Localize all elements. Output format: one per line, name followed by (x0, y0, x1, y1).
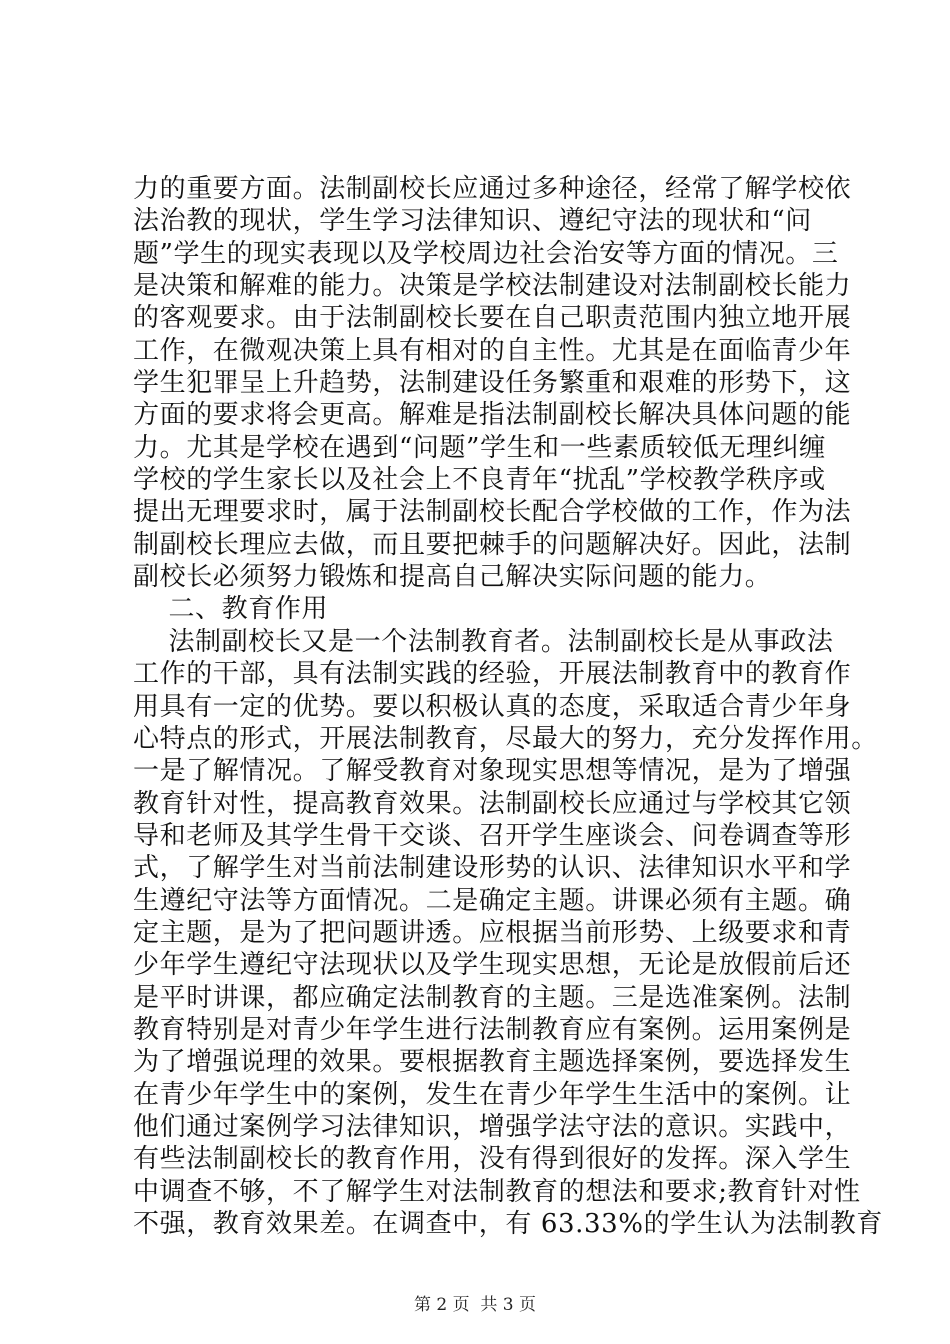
text-line: 定主题，是为了把问题讲透。应根据当前形势、上级要求和青 (133, 917, 852, 948)
text-line: 式，了解学生对当前法制建设形势的认识、法律知识水平和学 (133, 853, 852, 884)
text-line: 他们通过案例学习法律知识，增强学法守法的意识。实践中， (133, 1111, 852, 1142)
text-line: 法治教的现状，学生学习法律知识、遵纪守法的现状和“问 (133, 206, 812, 237)
page-footer (0, 1290, 950, 1315)
text-line: 工作的干部，具有法制实践的经验，开展法制教育中的教育作 (133, 659, 852, 690)
text-line: 用具有一定的优势。要以积极认真的态度，采取适合青少年身 (133, 691, 852, 722)
text-line: 学生犯罪呈上升趋势，法制建设任务繁重和艰难的形势下，这 (133, 368, 852, 399)
text-line: 副校长必须努力锻炼和提高自己解决实际问题的能力。 (133, 562, 772, 593)
text-line: 心特点的形式，开展法制教育，尽最大的努力，充分发挥作用。 (133, 723, 878, 754)
text-line: 学校的学生家长以及社会上不良青年“扰乱”学校教学秩序或 (133, 465, 826, 496)
text-line: 是决策和解难的能力。决策是学校法制建设对法制副校长能力 (133, 271, 852, 302)
text-line: 提出无理要求时，属于法制副校长配合学校做的工作，作为法 (133, 497, 852, 528)
text-line: 工作，在微观决策上具有相对的自主性。尤其是在面临青少年 (133, 335, 852, 366)
text-line: 制副校长理应去做，而且要把棘手的问题解决好。因此，法制 (133, 529, 852, 560)
text-line: 为了增强说理的效果。要根据教育主题选择案例，要选择发生 (133, 1047, 852, 1078)
text-line: 是平时讲课，都应确定法制教育的主题。三是选准案例。法制 (133, 982, 852, 1013)
text-line: 中调查不够，不了解学生对法制教育的想法和要求;教育针对性 (133, 1176, 861, 1207)
text-line: 方面的要求将会更高。解难是指法制副校长解决具体问题的能 (133, 400, 852, 431)
text-line: 在青少年学生中的案例，发生在青少年学生生活中的案例。让 (133, 1079, 852, 1110)
section-heading: 二、教育作用 (133, 594, 329, 625)
paragraph-start: 法制副校长又是一个法制教育者。法制副校长是从事政法 (133, 626, 834, 657)
page-number-label: 第 2 页 共 3 页 (413, 1295, 537, 1315)
text-line: 教育特别是对青少年学生进行法制教育应有案例。运用案例是 (133, 1014, 852, 1045)
text-line: 力的重要方面。法制副校长应通过多种途径，经常了解学校依 (133, 174, 852, 204)
text-line: 生遵纪守法等方面情况。二是确定主题。讲课必须有主题。确 (133, 885, 852, 916)
text-line: 题”学生的现实表现以及学校周边社会治安等方面的情况。三 (133, 238, 839, 269)
text-line: 一是了解情况。了解受教育对象现实思想等情况，是为了增强 (133, 756, 852, 787)
text-line: 的客观要求。由于法制副校长要在自己职责范围内独立地开展 (133, 303, 852, 334)
text-line: 教育针对性，提高教育效果。法制副校长应通过与学校其它领 (133, 788, 852, 819)
body-text (133, 173, 884, 1240)
text-line: 有些法制副校长的教育作用，没有得到很好的发挥。深入学生 (133, 1144, 852, 1175)
text-line: 力。尤其是学校在遇到“问题”学生和一些素质较低无理纠缠 (133, 432, 826, 463)
text-line: 不强，教育效果差。在调查中，有 63.33%的学生认为法制教育 (133, 1209, 884, 1239)
text-line: 导和老师及其学生骨干交谈、召开学生座谈会、问卷调查等形 (133, 820, 852, 851)
text-line: 少年学生遵纪守法现状以及学生现实思想，无论是放假前后还 (133, 950, 852, 981)
